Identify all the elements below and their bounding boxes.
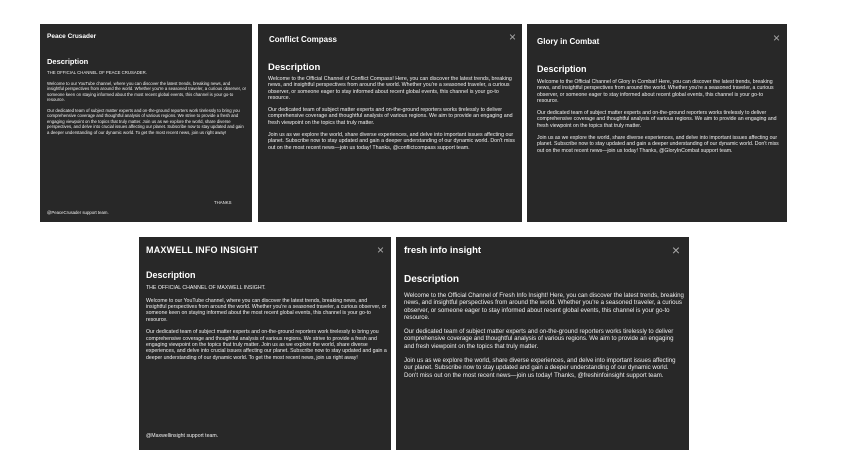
description-paragraph: Welcome to the Official Channel of Fresh Info Insight! Here, you can discover the latest trends, breaking news, and insightful perspectives from around the world. Whether you're a seasoned traveler, a curious observer, or someone eager to stay informed about recent global events, this channel is your go-to resource. xyxy=(404,292,684,321)
description-paragraph: Our dedicated team of subject matter experts and on-the-ground reporters works tirelessly to deliver comprehensive coverage and thoughtful analysis of various regions. We aim to provide an engaging and fresh viewpoint on the topics that truly matter. xyxy=(537,110,777,129)
dialog-title: fresh info insight xyxy=(404,245,482,256)
thanks-text: THANKS xyxy=(214,200,232,205)
description-paragraph: Join us as we explore the world, share diverse experiences, and delve into important issues affecting our planet. Subscribe now to stay updated and gain a deeper understanding of our dynamic world. Don't miss out on the most recent news—join us today! Thanks, @conflictcompass support team. xyxy=(268,132,515,151)
description-heading: Description xyxy=(47,57,89,66)
close-icon[interactable]: × xyxy=(671,242,680,258)
support-team-signature: @Maxwellinsight support team. xyxy=(146,433,219,439)
description-paragraph: Our dedicated team of subject matter experts and on-the-ground reporters works tirelessly to deliver comprehensive coverage and thoughtful analysis of various regions. We aim to provide an engaging and fresh viewpoint on the topics that truly matter. xyxy=(404,328,674,350)
description-body xyxy=(404,292,684,379)
description-paragraph: Join us as we explore the world, share diverse experiences, and delve into important issues affecting our planet. Subscribe now to stay updated and gain a deeper understanding of our dynamic world. Don't miss out on the most recent news—join us today! Thanks, @GloryInCombat support team. xyxy=(537,135,779,154)
description-paragraph: Welcome to the Official Channel of Glory in Combat! Here, you can discover the latest trends, breaking news, and insightful perspectives from around the world. Whether you're a seasoned traveler, a curious observer, or someone eager to stay informed about recent global events, this channel is your go-to resource. xyxy=(537,79,774,104)
description-heading: Description xyxy=(537,64,587,74)
description-paragraph: Join us as we explore the world, share diverse experiences, and delve into important issues affecting our planet. Subscribe now to stay updated and gain a deeper understanding of our dynamic world. Don't miss out on the most recent news—join us today! Thanks, @freshinfoinsight support team. xyxy=(404,357,676,379)
description-body xyxy=(537,79,781,154)
description-paragraph: THE OFFICIAL CHANNEL OF PEACE CRUSADER. xyxy=(47,70,147,75)
channel-description-dialog-glory-in-combat xyxy=(527,24,787,222)
channel-description-dialog-maxwell-info-insight xyxy=(139,237,391,450)
dialog-title: Peace Crusader xyxy=(47,33,97,40)
dialog-title: MAXWELL INFO INSIGHT xyxy=(146,245,259,255)
description-heading: Description xyxy=(404,274,460,285)
description-paragraph: Welcome to the Official Channel of Conflict Compass! Here, you can discover the latest trends, breaking news, and insightful perspectives from around the world. Whether you're a seasoned traveler, a curious observer, or someone eager to stay informed about recent global events, this channel is your go-to resource. xyxy=(268,76,512,101)
dialog-title: Glory in Combat xyxy=(537,37,600,46)
description-heading: Description xyxy=(268,62,321,73)
dialog-title: Conflict Compass xyxy=(269,35,338,44)
description-paragraph: Welcome to our YouTube channel, where you can discover the latest trends, breaking news, and insightful perspectives from around the world. Whether you're a seasoned traveler, a curious observer, or someone keen on staying informed about the most recent global events, this channel is your go-to resource. xyxy=(47,80,247,103)
close-icon[interactable]: × xyxy=(772,31,780,45)
support-team-signature: @PeaceCrusader support team. xyxy=(47,210,109,215)
close-icon[interactable]: × xyxy=(508,30,516,44)
description-body xyxy=(146,285,388,361)
description-paragraph: Welcome to our YouTube channel, where you can discover the latest trends, breaking news, and insightful perspectives from around the world. Whether you're a seasoned traveler, a curious observer, or someone keen on staying informed about the most recent global events, this channel is your go-to resource. xyxy=(146,297,387,323)
description-paragraph: THE OFFICIAL CHANNEL OF MAXWELL INSIGHT. xyxy=(146,285,266,291)
description-paragraph: Our dedicated team of subject matter experts and on-the-ground reporters works tirelessly to deliver comprehensive coverage and thoughtful analysis of various regions. We aim to provide an engaging and fresh viewpoint on the topics that truly matter. xyxy=(268,107,513,126)
description-heading: Description xyxy=(146,270,196,280)
description-paragraph: Our dedicated team of subject matter experts and on-the-ground reporters work tirelessly to bring you comprehensive coverage and thoughtful analysis of various regions. We strive to provide a fresh and engaging viewpoint on the topics that truly matter. Join us as we explore the world, share diverse perspectives, and delve into crucial issues affecting our planet. Subscribe now to stay updated and gain a deeper understanding of our dynamic world. To get the most recent news, join us right away! xyxy=(47,108,244,135)
close-icon[interactable]: × xyxy=(376,243,384,257)
channel-description-dialog-conflict-compass xyxy=(258,24,522,222)
channel-description-dialog-fresh-info-insight xyxy=(396,237,689,450)
description-paragraph: Our dedicated team of subject matter experts and on-the-ground reporters work tirelessly to bring you comprehensive coverage and thoughtful analysis of various regions. We strive to provide a fresh and engaging viewpoint on the topics that truly matter. Join us as we explore the world, share diverse experiences, and delve into crucial issues affecting our planet. Subscribe now to stay updated and gain a deeper understanding of our dynamic world. To get the most recent news, join us right away! xyxy=(146,329,387,361)
description-body xyxy=(47,70,247,135)
channel-description-dialog-peace-crusader xyxy=(40,24,252,222)
description-body xyxy=(268,76,518,151)
